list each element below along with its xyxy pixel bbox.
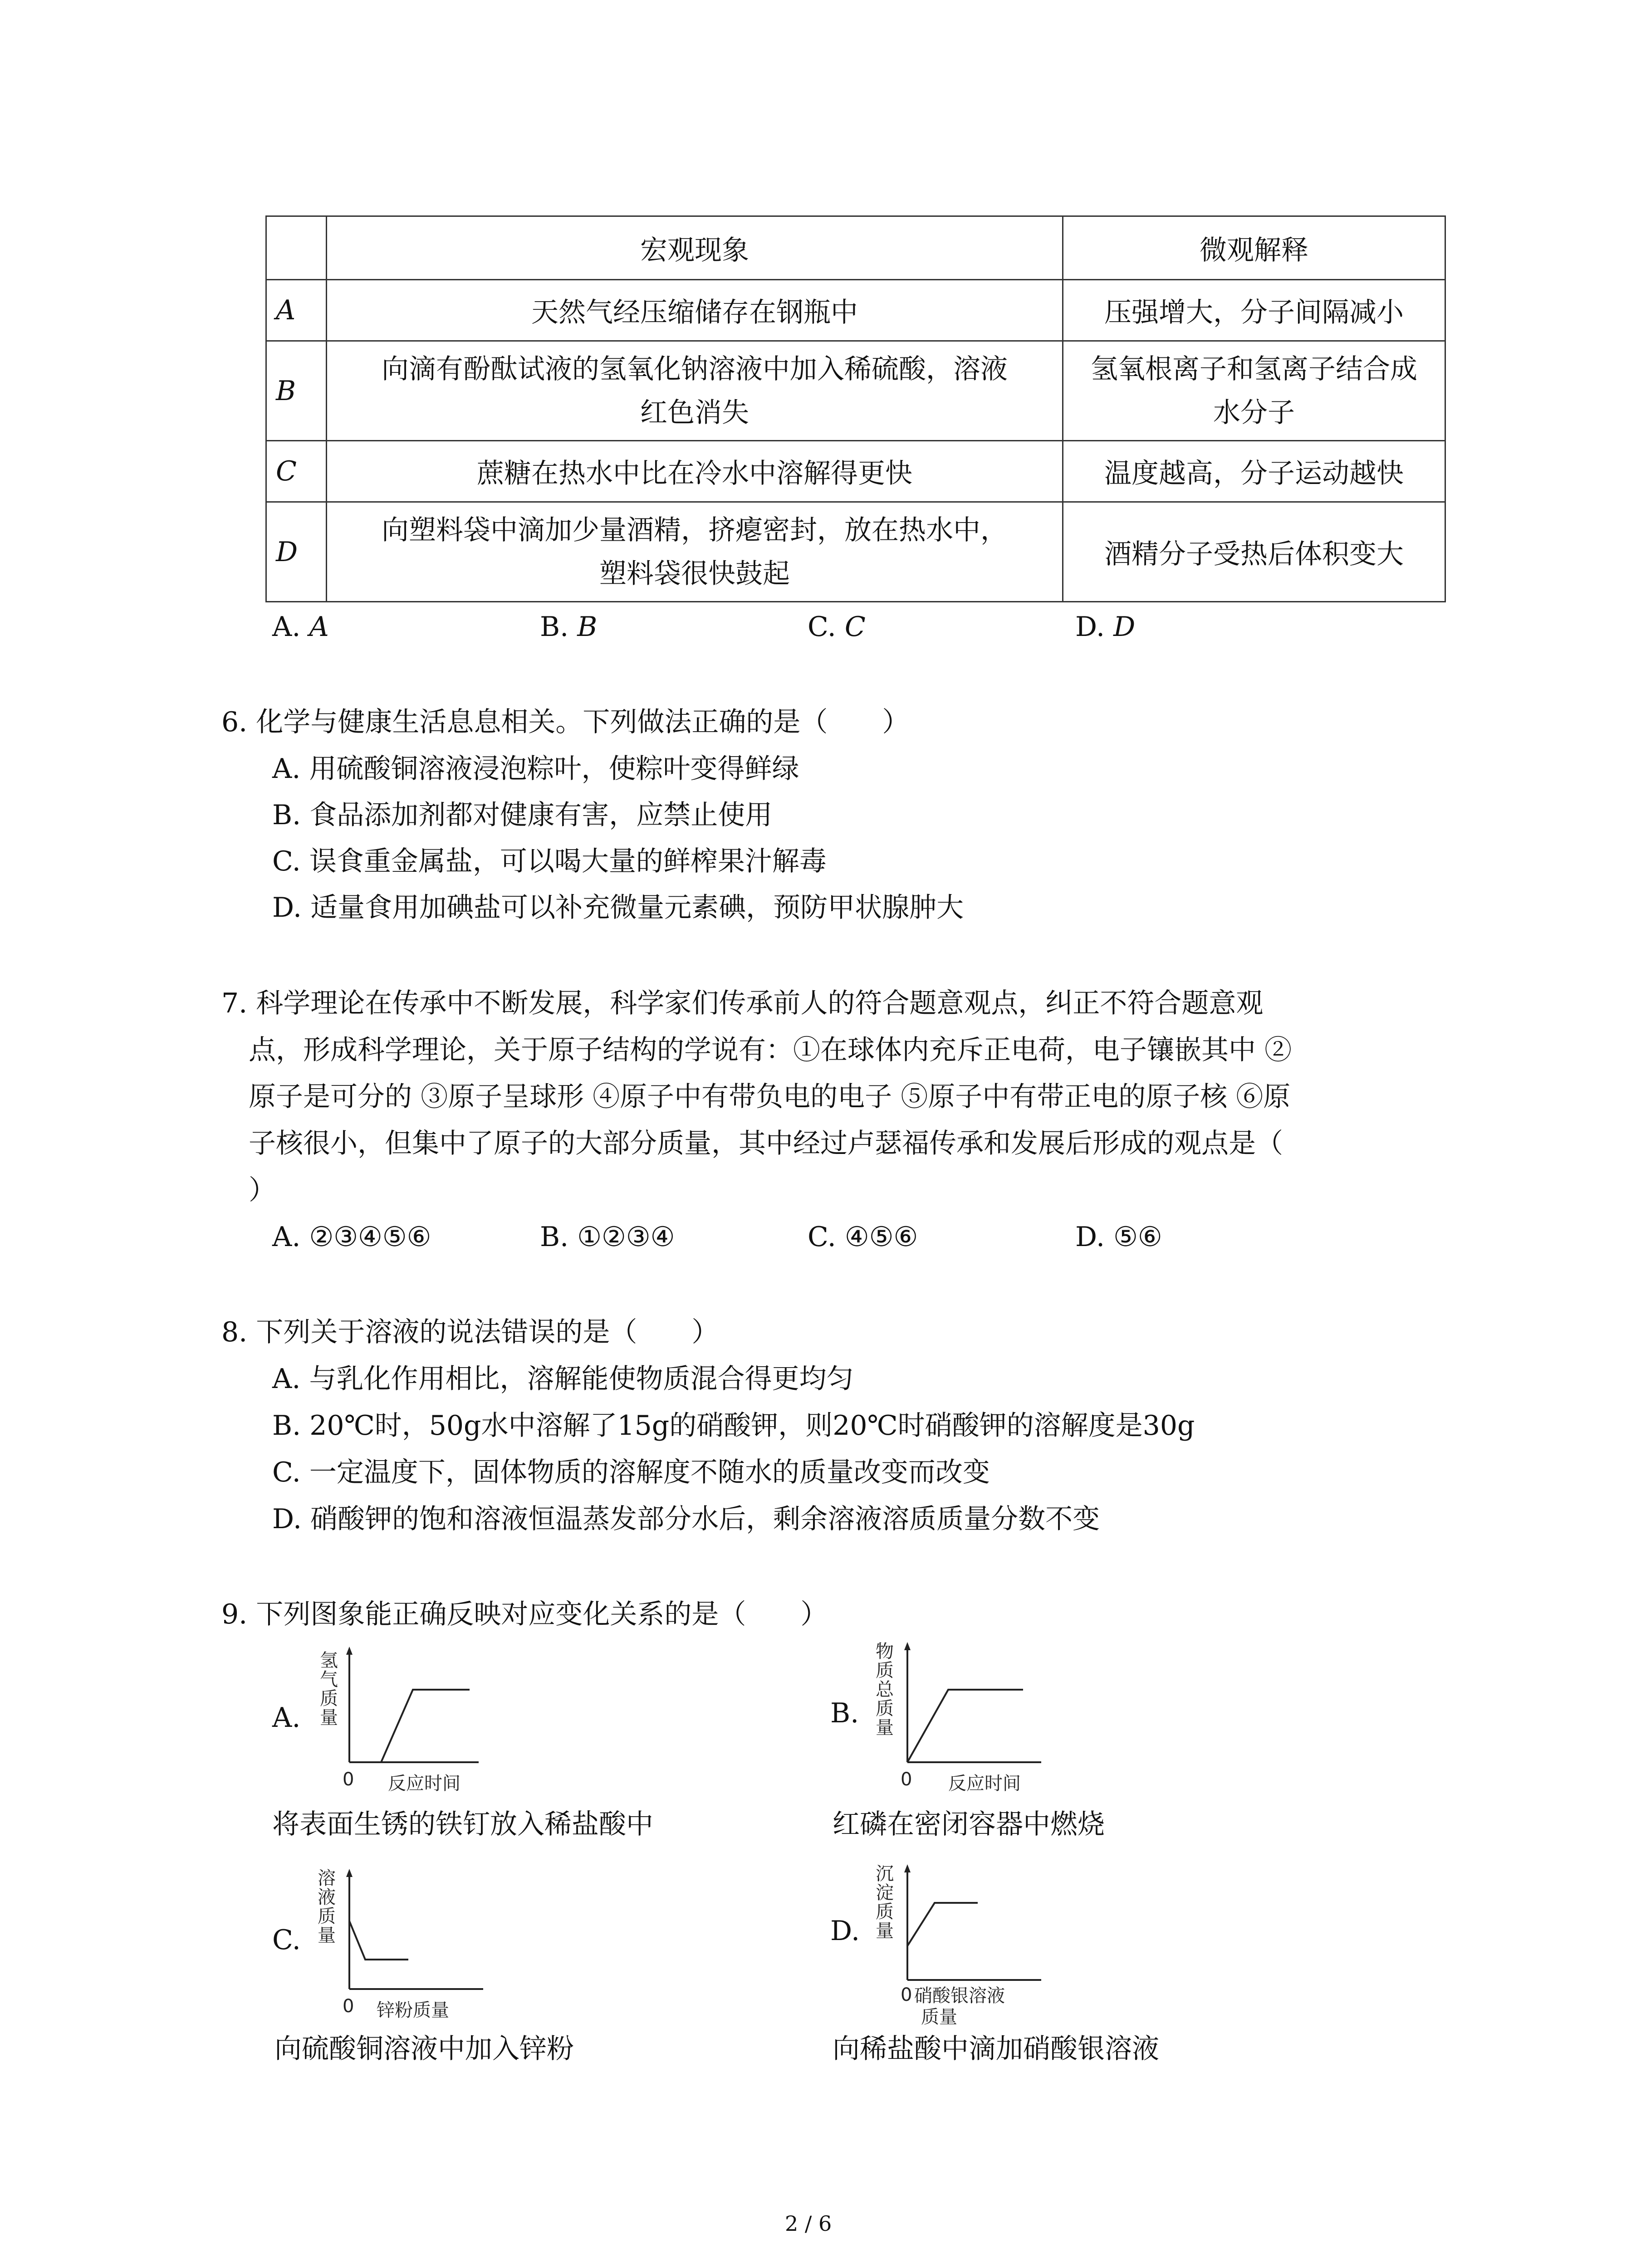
table-row (266, 280, 1445, 341)
q7-option-c[interactable]: C. ④⑤⑥ (808, 1221, 918, 1253)
q9-chart-c (318, 1869, 490, 2023)
chart-plot (345, 1647, 481, 1765)
ylabel-char: 质 (320, 1688, 338, 1709)
chart-ylabel (876, 1642, 894, 1737)
q9-chart-a (318, 1647, 481, 1801)
q9-caption-a: 将表面生锈的铁钉放入稀盐酸中 (272, 1809, 653, 1840)
chart-ylabel (876, 1864, 894, 1941)
q5-option-d[interactable] (1075, 610, 1135, 644)
row-macro: 蔗糖在热水中比在冷水中溶解得更快 (327, 441, 1063, 502)
q6-option-b[interactable]: B. 食品添加剂都对健康有害，应禁止使用 (272, 799, 773, 831)
q9-chart-b (876, 1642, 1048, 1801)
q6-option-c[interactable]: C. 误食重金属盐，可以喝大量的鲜榨果汁解毒 (272, 846, 827, 877)
q9-stem: 9. 下列图象能正确反映对应变化关系的是（ ） (221, 1598, 828, 1630)
q6-option-d[interactable]: D. 适量食用加碘盐可以补充微量元素碘，预防甲状腺肿大 (272, 892, 964, 924)
chart-xlabel-line: 质量 (921, 2007, 957, 2028)
q7-stem-line: ） (249, 1174, 276, 1206)
q9-caption-b: 红磷在密闭容器中燃烧 (833, 1809, 1105, 1840)
ylabel-char: 物 (876, 1641, 894, 1662)
row-micro (1063, 341, 1445, 441)
q9-option-d-label[interactable]: D. (830, 1915, 860, 1947)
ylabel-char: 质 (876, 1901, 894, 1922)
row-macro: 天然气经压缩储存在钢瓶中 (327, 280, 1063, 341)
ylabel-char: 量 (318, 1925, 336, 1946)
chart-origin: 0 (901, 1984, 912, 2005)
chart-xlabel: 反应时间 (948, 1773, 1021, 1794)
q9-option-c-label[interactable]: C. (272, 1924, 301, 1956)
chart-origin: 0 (901, 1769, 912, 1790)
series-line (907, 1690, 1023, 1762)
ylabel-char: 量 (876, 1921, 894, 1941)
row-macro (327, 341, 1063, 441)
q7-stem-line: 子核很小，但集中了原子的大部分质量，其中经过卢瑟福传承和发展后形成的观点是（ (249, 1128, 1283, 1159)
chart-ylabel (318, 1651, 340, 1727)
q5-option-b[interactable] (540, 610, 597, 644)
chart-xlabel-line: 硝酸银溶液 (914, 1985, 1005, 2006)
row-micro-line: 氢氧根离子和氢离子结合成 (1091, 353, 1417, 385)
row-micro-line: 水分子 (1213, 396, 1295, 429)
table-header-row (266, 216, 1445, 280)
row-macro-line: 红色消失 (640, 396, 749, 429)
chart-plot (903, 1864, 1043, 1982)
chart-plot (345, 1869, 485, 1991)
ylabel-char: 液 (318, 1887, 336, 1908)
ylabel-char: 沉 (876, 1863, 894, 1884)
q7-stem-line: 原子是可分的 ③原子呈球形 ④原子中有带负电的电子 ⑤原子中有带正电的原子核 ⑥原 (249, 1081, 1291, 1113)
q6-stem: 6. 化学与健康生活息息相关。下列做法正确的是（ ） (221, 706, 910, 738)
q7-option-b[interactable]: B. ①②③④ (540, 1221, 675, 1253)
chart-plot (903, 1642, 1043, 1765)
row-key: D (266, 502, 327, 602)
table-row (266, 441, 1445, 502)
table-corner-cell (266, 216, 327, 280)
chart-xlabel: 反应时间 (388, 1773, 460, 1794)
q6-option-a[interactable]: A. 用硫酸铜溶液浸泡粽叶，使粽叶变得鲜绿 (272, 753, 799, 785)
option-value: B (577, 611, 598, 643)
q9-caption-d: 向稀盐酸中滴加硝酸银溶液 (833, 2033, 1159, 2065)
ylabel-char: 气 (320, 1669, 338, 1690)
table-header-micro: 微观解释 (1063, 216, 1445, 280)
y-axis-arrow (346, 1647, 353, 1655)
table-header-macro: 宏观现象 (327, 216, 1063, 280)
q8-option-d[interactable]: D. 硝酸钾的饱和溶液恒温蒸发部分水后，剩余溶液溶质质量分数不变 (272, 1503, 1100, 1535)
series-line (349, 1921, 408, 1960)
q5-option-a[interactable] (272, 610, 329, 644)
comparison-table (265, 215, 1446, 602)
ylabel-char: 氢 (320, 1650, 338, 1671)
chart-xlabel: 锌粉质量 (377, 2000, 449, 2021)
q7-stem-line: 7. 科学理论在传承中不断发展，科学家们传承前人的符合题意观点，纠正不符合题意观 (221, 987, 1264, 1019)
row-key: C (266, 441, 327, 502)
ylabel-char: 质 (318, 1906, 336, 1927)
option-letter: D. (1075, 611, 1105, 643)
y-axis-arrow (904, 1642, 911, 1650)
table-row (266, 341, 1445, 441)
q9-caption-c: 向硫酸铜溶液中加入锌粉 (274, 2033, 574, 2065)
chart-origin: 0 (343, 1769, 354, 1790)
ylabel-char: 质 (876, 1698, 894, 1719)
ylabel-char: 溶 (318, 1868, 336, 1889)
row-key: A (266, 280, 327, 341)
y-axis-arrow (904, 1864, 911, 1872)
ylabel-char: 量 (320, 1707, 338, 1728)
series-line (349, 1690, 470, 1762)
q5-option-c[interactable] (808, 610, 866, 644)
row-macro-line: 向塑料袋中滴加少量酒精，挤瘪密封，放在热水中， (382, 514, 1008, 546)
row-macro-line: 向滴有酚酞试液的氢氧化钠溶液中加入稀硫酸，溶液 (382, 353, 1008, 385)
option-value: D (1113, 611, 1136, 643)
q9-option-b-label[interactable]: B. (830, 1697, 859, 1729)
row-micro: 压强增大，分子间隔减小 (1063, 280, 1445, 341)
table-row (266, 502, 1445, 602)
chart-origin: 0 (343, 1996, 354, 2017)
row-key: B (266, 341, 327, 441)
q7-option-d[interactable]: D. ⑤⑥ (1075, 1221, 1162, 1253)
ylabel-char: 量 (876, 1717, 894, 1738)
ylabel-char: 质 (876, 1660, 894, 1681)
row-macro-line: 塑料袋很快鼓起 (599, 557, 790, 590)
series-line (907, 1903, 978, 1946)
option-value: A (309, 611, 329, 643)
option-letter: C. (808, 611, 836, 643)
q9-chart-d (876, 1864, 1048, 2028)
chart-ylabel (318, 1869, 336, 1945)
row-micro: 酒精分子受热后体积变大 (1063, 502, 1445, 602)
y-axis-arrow (346, 1869, 353, 1877)
q7-stem-line: 点，形成科学理论，关于原子结构的学说有：①在球体内充斥正电荷，电子镶嵌其中 ② (249, 1034, 1292, 1066)
page-number: 2 / 6 (785, 2211, 832, 2236)
option-letter: B. (540, 611, 569, 643)
q7-option-a[interactable]: A. ②③④⑤⑥ (272, 1221, 431, 1253)
ylabel-char: 总 (876, 1679, 894, 1700)
q8-stem: 8. 下列关于溶液的说法错误的是（ ） (221, 1316, 719, 1348)
q9-option-a-label[interactable]: A. (272, 1702, 301, 1734)
q8-option-a[interactable]: A. 与乳化作用相比，溶解能使物质混合得更均匀 (272, 1363, 854, 1395)
row-macro (327, 502, 1063, 602)
q8-option-c[interactable]: C. 一定温度下，固体物质的溶解度不随水的质量改变而改变 (272, 1457, 990, 1488)
q8-option-b[interactable]: B. 20℃时，50g水中溶解了15g的硝酸钾，则20℃时硝酸钾的溶解度是30g (272, 1410, 1195, 1442)
option-letter: A. (272, 611, 301, 643)
row-micro: 温度越高，分子运动越快 (1063, 441, 1445, 502)
option-value: C (844, 611, 866, 643)
ylabel-char: 淀 (876, 1882, 894, 1903)
